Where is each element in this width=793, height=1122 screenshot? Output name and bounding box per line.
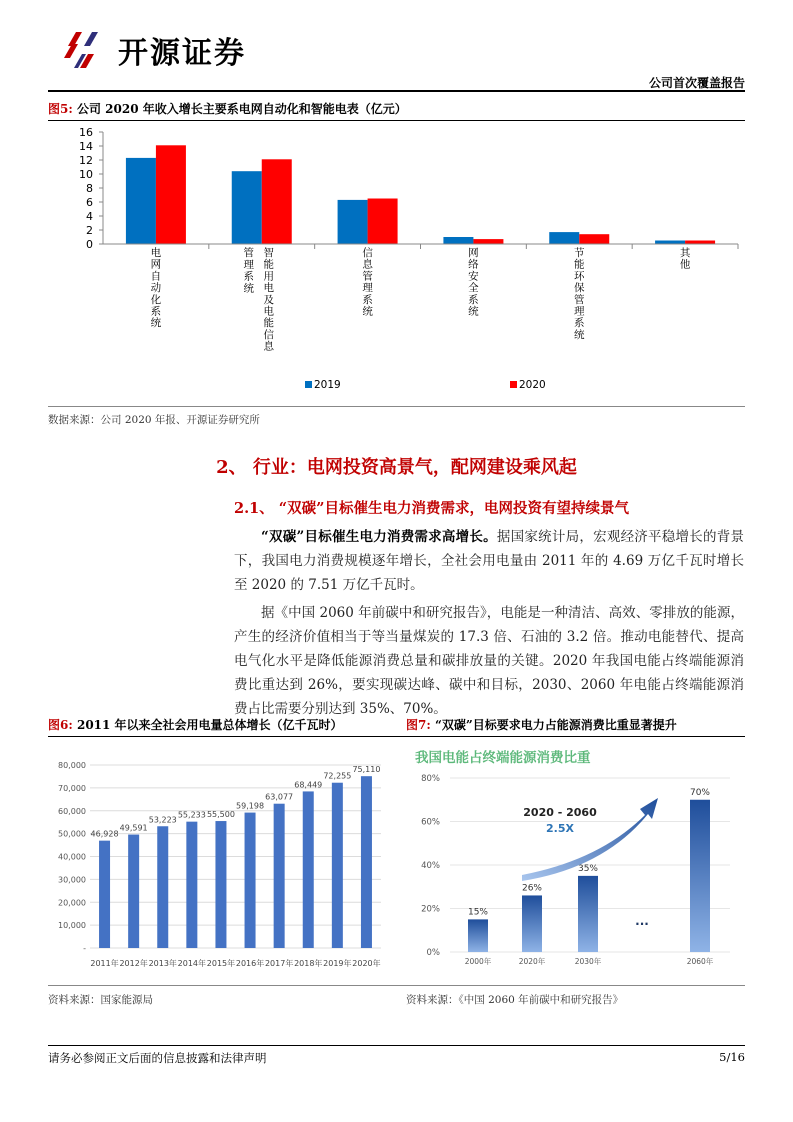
data-label: 59,198 <box>236 801 265 811</box>
bar <box>578 876 598 952</box>
y-tick-label: 30,000 <box>58 875 86 885</box>
data-label: 35% <box>577 863 599 874</box>
bar-2019 <box>655 241 685 245</box>
data-label: 49,591 <box>119 823 148 833</box>
data-label: 55,500 <box>206 810 235 820</box>
bar-2020 <box>685 241 715 245</box>
ellipsis-label: ... <box>635 914 649 928</box>
x-tick-label: 2015年 <box>206 959 236 968</box>
bar-2020 <box>262 159 292 244</box>
y-tick-label: 4 <box>86 210 93 223</box>
x-tick-label: 2030年 <box>574 957 602 966</box>
data-label: 75,110 <box>352 765 381 775</box>
y-tick-label: 10 <box>79 168 93 181</box>
x-tick-label: 2020年 <box>518 957 546 966</box>
data-label: 68,449 <box>294 780 323 790</box>
figures-bottom-rule <box>48 985 745 986</box>
x-tick-label: 2018年 <box>294 959 323 968</box>
footer-divider <box>48 1045 745 1046</box>
x-category-label: 智能用电及电能信息 <box>263 247 274 353</box>
figure5-chart <box>48 122 745 402</box>
x-tick-label: 2013年 <box>148 959 177 968</box>
x-tick-label: 2011年 <box>90 959 119 968</box>
paragraph-2-text: 据《中国 2060 年前碳中和研究报告》，电能是一种清洁、高效、零排放的能源，产生的经济价值相当于等当量煤炭的 17.3 倍、石油的 3.2 倍。推动电能替代、提高电气化水平是降低能源消费总量和碳排放量的关键。2020 年我国电能占终端能源消费比重达到 26%，要实现碳达峰、碳中和目标，2030、2060 年电能占终端能源消费占比需要分别达到 35%、70%。 <box>234 605 744 717</box>
y-tick-label: 40% <box>421 861 440 871</box>
bar <box>690 800 710 952</box>
paragraph-2 <box>234 601 744 721</box>
paragraph-1-lead: “双碳”目标催生电力消费需求高增长。 <box>261 529 497 545</box>
data-label: 53,223 <box>148 815 177 825</box>
bar <box>186 822 197 948</box>
x-tick-label: 2020年 <box>352 959 381 968</box>
bar <box>157 826 168 948</box>
x-category-label: 网络安全系统 <box>468 247 479 318</box>
bar-2020 <box>368 199 398 245</box>
x-tick-label: 2017年 <box>264 959 294 968</box>
section-heading: 2、 行业：电网投资高景气，配网建设乘风起 <box>216 457 577 478</box>
y-tick-label: 6 <box>86 196 93 209</box>
y-tick-label: 16 <box>79 126 93 139</box>
y-tick-label: 80,000 <box>58 761 86 770</box>
bar-2019 <box>549 232 579 244</box>
bar-2020 <box>473 239 503 244</box>
x-tick-label: 2000年 <box>464 957 492 966</box>
y-tick-label: 0% <box>426 948 440 958</box>
bar <box>332 783 343 948</box>
y-tick-label: - <box>83 944 86 953</box>
y-tick-label: 70,000 <box>58 783 86 793</box>
data-label: 46,928 <box>90 829 119 839</box>
figure5-source: 数据来源：公司 2020 年报、开源证券研究所 <box>48 414 260 426</box>
x-category-label: 管理系统 <box>243 247 254 295</box>
figure6-chart <box>48 740 393 976</box>
y-tick-label: 50,000 <box>58 829 86 839</box>
legend-swatch-2020 <box>510 381 517 388</box>
y-tick-label: 10,000 <box>58 921 86 931</box>
bar <box>522 895 542 952</box>
y-tick-label: 2 <box>86 224 93 237</box>
data-label: 15% <box>467 907 489 918</box>
figure7-title: 图7: “双碳”目标要求电力占能源消费比重显著提升 <box>406 718 677 732</box>
data-label: 55,233 <box>177 810 206 820</box>
footer-disclaimer: 请务必参阅正文后面的信息披露和法律声明 <box>48 1051 267 1065</box>
multiplier-label: 2.5X <box>546 822 574 835</box>
figure6-title: 图6: 2011 年以来全社会用电量总体增长（亿千瓦时） <box>48 718 343 732</box>
data-label: 72,255 <box>323 771 352 781</box>
legend-label-2019: 2019 <box>314 379 341 391</box>
bar <box>274 804 285 948</box>
x-tick-label: 2060年 <box>686 957 714 966</box>
bar-2019 <box>443 237 473 244</box>
legend-label-2020: 2020 <box>519 379 546 391</box>
figure7-chart <box>400 740 745 976</box>
logo-text: 开源证券 <box>118 36 246 71</box>
page-number: 5/16 <box>719 1050 745 1064</box>
data-label: 63,077 <box>265 792 294 802</box>
figures-top-rule <box>48 736 745 737</box>
paragraph-1-text: 据国家统计局，宏观经济平稳增长的背景下，我国电力消费规模逐年增长，全社会用电量由 2011 年的 4.69 万亿千瓦时增长至 2020 的 7.51 万亿千瓦时。 <box>234 529 745 593</box>
x-category-label: 节能环保管理系统 <box>574 247 585 341</box>
y-tick-label: 14 <box>79 140 93 153</box>
x-tick-label: 2012年 <box>119 959 148 968</box>
y-tick-label: 60,000 <box>58 806 86 816</box>
subsection-heading: 2.1、 “双碳”目标催生电力消费需求，电网投资有望持续景气 <box>234 500 629 517</box>
legend-swatch-2019 <box>305 381 312 388</box>
bar-2020 <box>579 234 609 244</box>
data-label: 70% <box>689 787 711 798</box>
x-tick-label: 2014年 <box>177 959 207 968</box>
bar-2020 <box>156 145 186 244</box>
figure7-inner-title: 我国电能占终端能源消费比重 <box>415 750 591 766</box>
y-tick-label: 40,000 <box>58 852 86 862</box>
bar <box>468 919 488 952</box>
x-category-label: 电网自动化系统 <box>150 247 162 330</box>
data-label: 26% <box>521 883 543 894</box>
x-tick-label: 2019年 <box>323 959 352 968</box>
paragraph-1 <box>234 525 744 597</box>
bar <box>303 791 314 948</box>
y-tick-label: 0 <box>86 238 93 251</box>
bar <box>215 821 226 948</box>
y-tick-label: 60% <box>421 817 440 828</box>
x-category-label: 信息管理系统 <box>362 247 373 318</box>
report-type: 公司首次覆盖报告 <box>648 76 745 90</box>
y-tick-label: 20% <box>421 904 440 915</box>
bar <box>361 776 372 948</box>
bar-2019 <box>338 200 368 244</box>
bar-2019 <box>126 158 156 244</box>
figure5-top-rule <box>48 120 745 121</box>
y-tick-label: 20,000 <box>58 898 86 908</box>
bar <box>245 813 256 948</box>
figure5-bottom-rule <box>48 406 745 407</box>
y-tick-label: 80% <box>421 774 440 784</box>
figure6-source: 资料来源：国家能源局 <box>48 994 153 1006</box>
y-tick-label: 8 <box>86 182 93 195</box>
header-divider <box>48 90 745 92</box>
figure5-title: 图5: 公司 2020 年收入增长主要系电网自动化和智能电表（亿元） <box>48 102 407 116</box>
bar <box>99 841 110 948</box>
x-tick-label: 2016年 <box>235 959 265 968</box>
arrow-label: 2020 - 2060 <box>523 806 597 819</box>
logo-mark-icon <box>62 28 110 70</box>
figure7-source: 资料来源：《中国 2060 年前碳中和研究报告》 <box>406 994 624 1006</box>
bar <box>128 835 139 948</box>
bar-2019 <box>232 171 262 244</box>
x-category-label: 其他 <box>679 247 691 271</box>
y-tick-label: 12 <box>79 154 93 167</box>
